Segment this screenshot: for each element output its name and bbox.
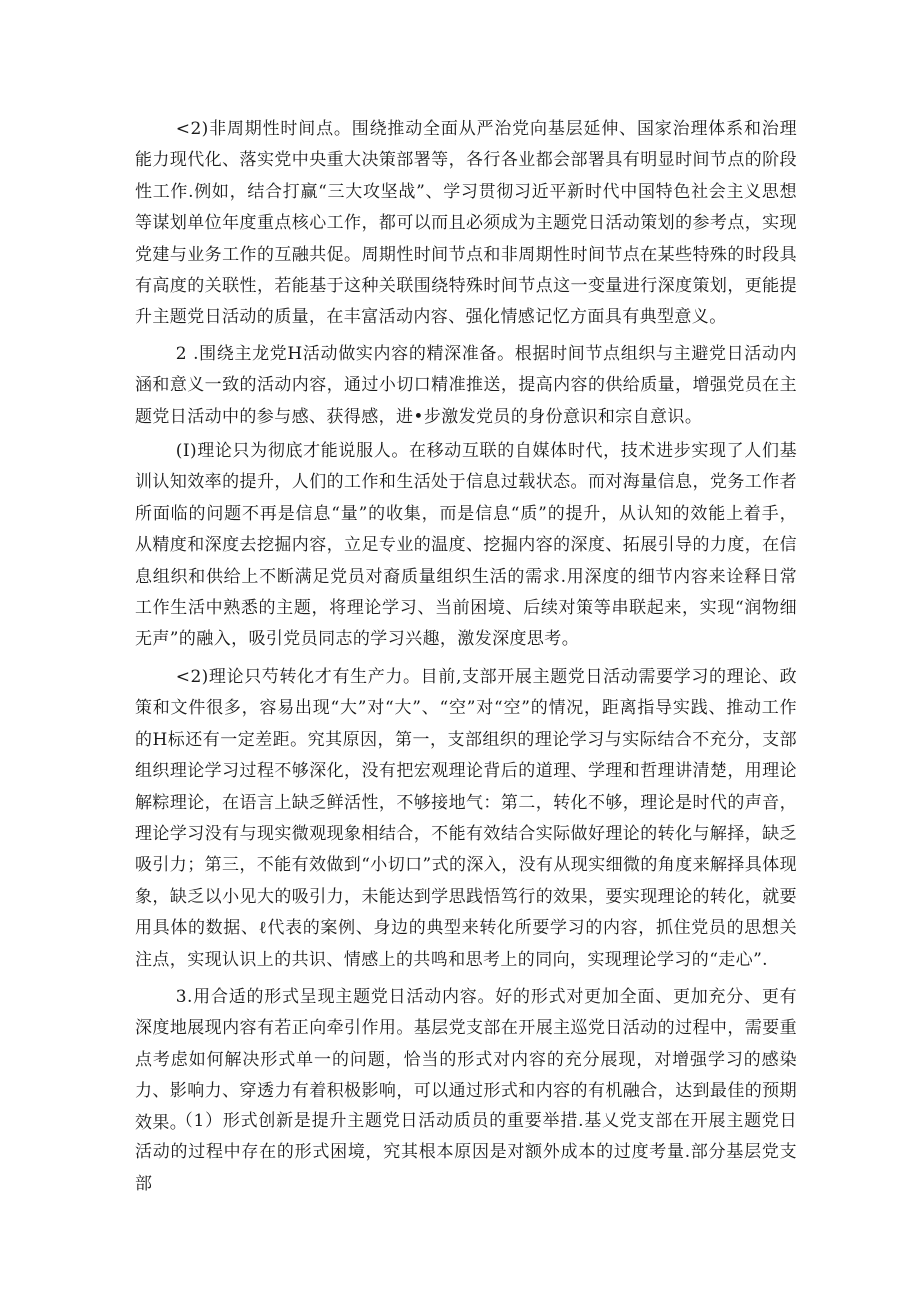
paragraph-content-preparation: 2 .围绕主龙党H活动做实内容的精深准备。根据时间节点组织与主避党日活动内涵和意义一致的活动内容，通过小切口精准推送，提高内容的供给质量，增强党员在主题党日活动中的参与感、获得感，进•步激发党员的身份意识和宗自意识。: [135, 344, 797, 427]
paragraph-theory-thorough: (I)理论只为彻底才能说服人。在移动互联的自媒体时代，技术进步实现了人们基训认知效率的提升，人们的工作和生活处于信息过载状态。而对海量信息，党务工作者所面临的问题不再是信息“量”的收集，而是信息“质”的提升，从认知的效能上着手，从精度和深度去挖掘内容，立足专业的温度、挖掘内容的深度、拓展引导的力度，在信息组织和供给上不断满足党员对裔质量组织生活的需求.用深度的细节内容来诠释日常工作生活中熟悉的主题，将理论学习、当前困境、后续对策等串联起来，实现“润物细无声”的融入，吸引党员同志的学习兴趣，激发深度思考。: [135, 441, 797, 650]
paragraph-theory-transformation: <2)理论只芍转化才有生产力。目前,支部开展主题党日活动需要学习的理论、政策和文件很多，容易出现“大”对“大”、“空”对“空”的情况，距离指导实践、推动工作的H标还有一定差距。究其原因，第一，支部组织的理论学习与实际结合不充分，支部组织理论学习过程不够深化，没有把宏观理论背后的道理、学理和哲理讲清楚，用理论解粽理论，在语言上缺乏鲜活性，不够接地气：第二，转化不够，理论是时代的声音，理论学习没有与现实微观现象相结合，不能有效结合实际做好理论的转化与解择，缺乏吸引力；第三，不能有效做到“小切口”式的深入，没有从现实细微的角度来解择具体现象，缺乏以小见大的吸引力，未能达到学思践悟笃行的效果，要实现理论的转化，就要用具体的数据、ℓ代表的案例、身边的典型来转化所要学习的内容，抓住党员的思想关注点，实现认识上的共识、情感上的共鸣和思考上的同向，实现理论学习的“走心”.: [135, 667, 797, 970]
paragraph-non-periodic-time-nodes: <2)非周期性时间点。围绕推动全面从严治党向基层延伸、国家治理体系和治理能力现代化、落实党中央重大决策部署等，各行各业都会部署具有明显时间节点的阶段性工作.例如，结合打赢“三大攻坚战”、学习贯彻习近平新时代中国特色社会主义思想等谋划单位年度重点核心工作，都可以而且必须成为主题党日活动策划的参考点，实现党建与业务工作的互融共促。周期性时间节点和非周期性时间节点在某些特殊的时段具有高度的关联性，若能基于这种关联围绕特殊时间节点这一变量进行深度策划，更能提升主题党日活动的质量，在丰富活动内容、强化情感记忆方面具有典型意义。: [135, 119, 797, 328]
paragraph-form-innovation: （1）形式创新是提升主题党日活动质员的重要举措.基乂党支部在开展主题党日活动的过程中存在的形式困境，究其根本原因是对额外成本的过度考量.部分基层党支部: [135, 1111, 797, 1194]
paragraph-appropriate-form: 3.用合适的形式呈现主题党日活动内容。好的形式对更加全面、更加充分、更有深度地展现内容有若正向牵引作用。基层党支部在开展主巡党日活动的过程中，需要重点考虑如何解决形式单一的问题，恰当的形式对内容的充分展现，对增强学习的感染力、影响力、穿透力有着积极影响，可以通过形式和内容的有机融合，达到最佳的预期效果。: [135, 987, 797, 1133]
